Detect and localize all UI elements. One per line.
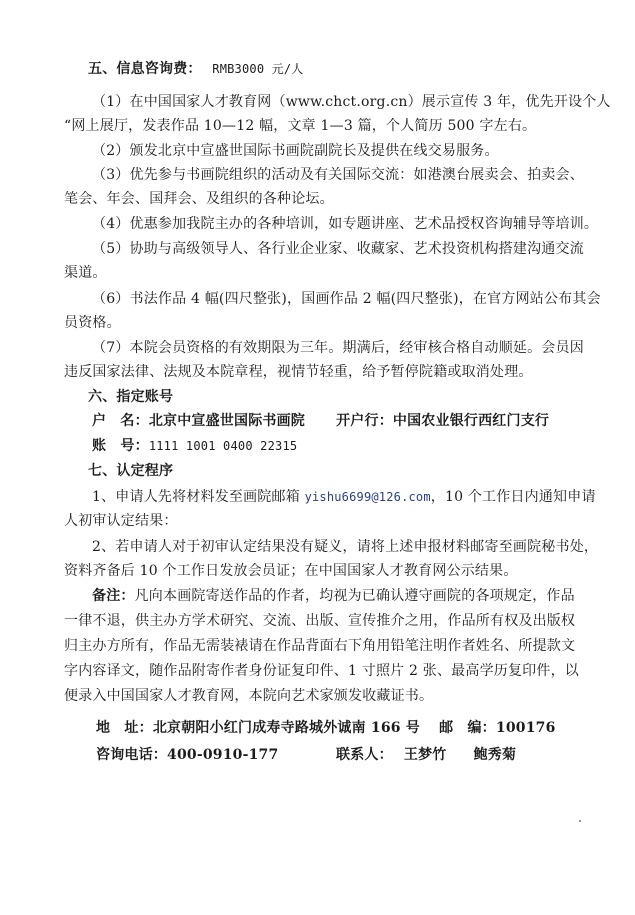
note-line-5: 便录入中国国家人才教育网，本院向艺术家颁发收藏证书。 <box>64 688 434 704</box>
note-line-3: 归主办方所有，作品无需装裱请在作品背面右下角用铅笔注明作者姓名、所提款文 <box>64 638 576 654</box>
contact-label: 联系人： <box>336 747 393 763</box>
contact-row <box>336 746 516 764</box>
item-5-line-1: （5）协助与高级领导人、各行业企业家、收藏家、艺术投资机构搭建沟通交流 <box>92 241 584 257</box>
account-name-label: 户 名： <box>92 413 149 429</box>
section-7-title: 七、认定程序 <box>88 463 174 479</box>
bank-name: 中国农业银行西红门支行 <box>392 413 550 429</box>
note-line-2: 一律不退，供主办方学术研究、交流、出版、宣传推介之用，作品所有权及出版权 <box>64 613 576 629</box>
postcode-label: 邮 编： <box>439 720 496 736</box>
step-2-line-1: 2、若申请人对于初审认定结果没有疑义，请将上述申报材料邮寄至画院秘书处， <box>92 539 599 555</box>
item-6-line-1: （6）书法作品 4 幅(四尺整张)，国画作品 2 幅(四尺整张)，在官方网站公布其会 <box>92 291 601 307</box>
account-number-row <box>92 437 297 455</box>
item-5-line-2: 渠道。 <box>64 265 107 281</box>
section-5-heading <box>88 60 304 78</box>
email-link[interactable]: yishu6699@126.com <box>304 490 431 504</box>
step-1-line-2: 人初审认定结果： <box>64 513 178 529</box>
item-7-line-1: （7）本院会员资格的有效期限为三年。期满后，经审核合格自动顺延。会员因 <box>92 340 584 356</box>
address: 北京朝阳小红门成寿寺路城外诚南 166 号 <box>152 720 420 736</box>
step-1-text-post: ，10 个工作日内通知申请 <box>430 489 596 505</box>
item-1-line-1: （1）在中国国家人才教育网（www.chct.org.cn）展示宣传 3 年，优先开设个人 <box>92 94 611 110</box>
phone-number: 400-0910-177 <box>167 747 279 763</box>
note-text-1: 凡向本画院寄送作品的作者，均视为已确认遵守画院的各项规定，作品 <box>134 588 575 604</box>
bank-label: 开户行： <box>336 413 393 429</box>
note-line-1 <box>92 587 575 605</box>
note-label: 备注： <box>92 588 135 604</box>
step-1-line-1 <box>92 488 596 506</box>
scan-speck <box>579 820 581 822</box>
phone-label: 咨询电话： <box>96 747 167 763</box>
step-1-text-pre: 1、申请人先将材料发至画院邮箱 <box>92 489 305 505</box>
item-3-line-1: （3）优先参与书画院组织的活动及有关国际交流：如港澳台展卖会、拍卖会、 <box>92 167 584 183</box>
address-row <box>96 719 556 737</box>
item-6-line-2: 员资格。 <box>64 315 121 331</box>
postcode: 100176 <box>495 720 556 736</box>
consult-fee: RMB3000 元/人 <box>212 62 304 76</box>
item-3-line-2: 笔会、年会、国拜会、及组织的各种论坛。 <box>64 191 334 207</box>
account-number-label: 账 号： <box>92 438 149 454</box>
account-name-row <box>92 412 549 430</box>
item-7-line-2: 违反国家法律、法规及本院章程，视情节轻重，给予暂停院籍或取消处理。 <box>64 364 533 380</box>
contact-person-2: 鲍秀菊 <box>473 747 517 763</box>
account-number: 1111 1001 0400 22315 <box>148 439 298 453</box>
account-name: 北京中宣盛世国际书画院 <box>148 413 306 429</box>
phone-row <box>96 746 278 764</box>
contact-person-1: 王梦竹 <box>403 747 447 763</box>
note-line-4: 字内容译文，随作品附寄作者身份证复印件、1 寸照片 2 张、最高学历复印件，以 <box>64 663 579 679</box>
item-4: （4）优惠参加我院主办的各种培训，如专题讲座、艺术品授权咨询辅导等培训。 <box>92 216 599 232</box>
section-5-title: 五、信息咨询费： <box>88 61 202 77</box>
item-2: （2）颁发北京中宣盛世国际书画院副院长及提供在线交易服务。 <box>92 143 499 159</box>
item-1-line-2: “网上展厅，发表作品 10—12 幅，文章 1—3 篇，个人简历 500 字左右。 <box>64 118 537 134</box>
address-label: 地 址： <box>96 720 153 736</box>
step-2-line-2: 资料齐备后 10 个工作日发放会员证；在中国国家人才教育网公示结果。 <box>64 563 518 579</box>
section-6-title: 六、指定账号 <box>88 389 174 405</box>
